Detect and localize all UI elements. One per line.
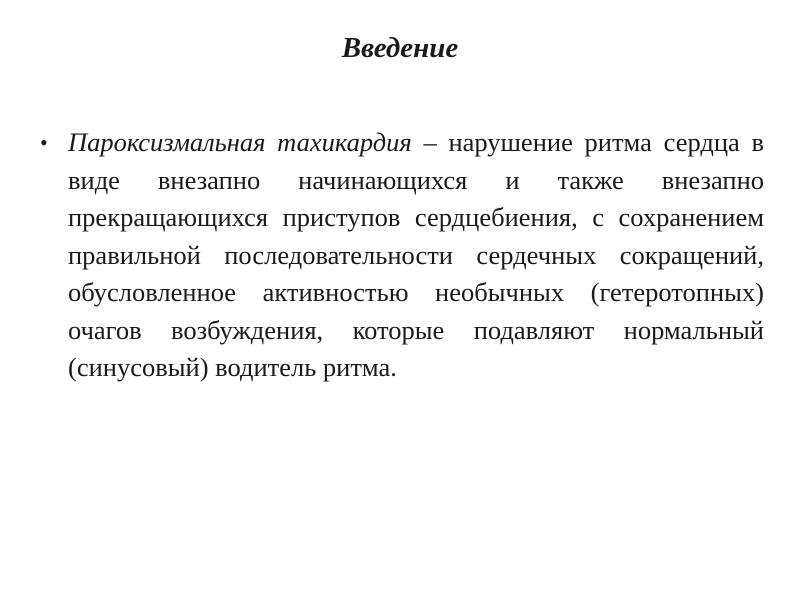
bullet-term: Пароксизмальная тахикардия	[68, 127, 412, 157]
bullet-item	[40, 124, 764, 387]
bullet-dash: –	[411, 127, 449, 157]
bullet-marker: •	[40, 130, 48, 155]
slide-title: Введение	[341, 32, 459, 64]
bullet-list	[40, 124, 764, 387]
bullet-definition: нарушение ритма сердца в виде внезапно начинающихся и также внезапно прекращающихся приступов сердцебиения, с сохранением правильной последовательности сердечных сокращений, обусловленное активностью необычных (гетеротопных) очагов возбуждения, которые подавляют нормальный (синусовый) водитель ритма.	[68, 127, 765, 382]
